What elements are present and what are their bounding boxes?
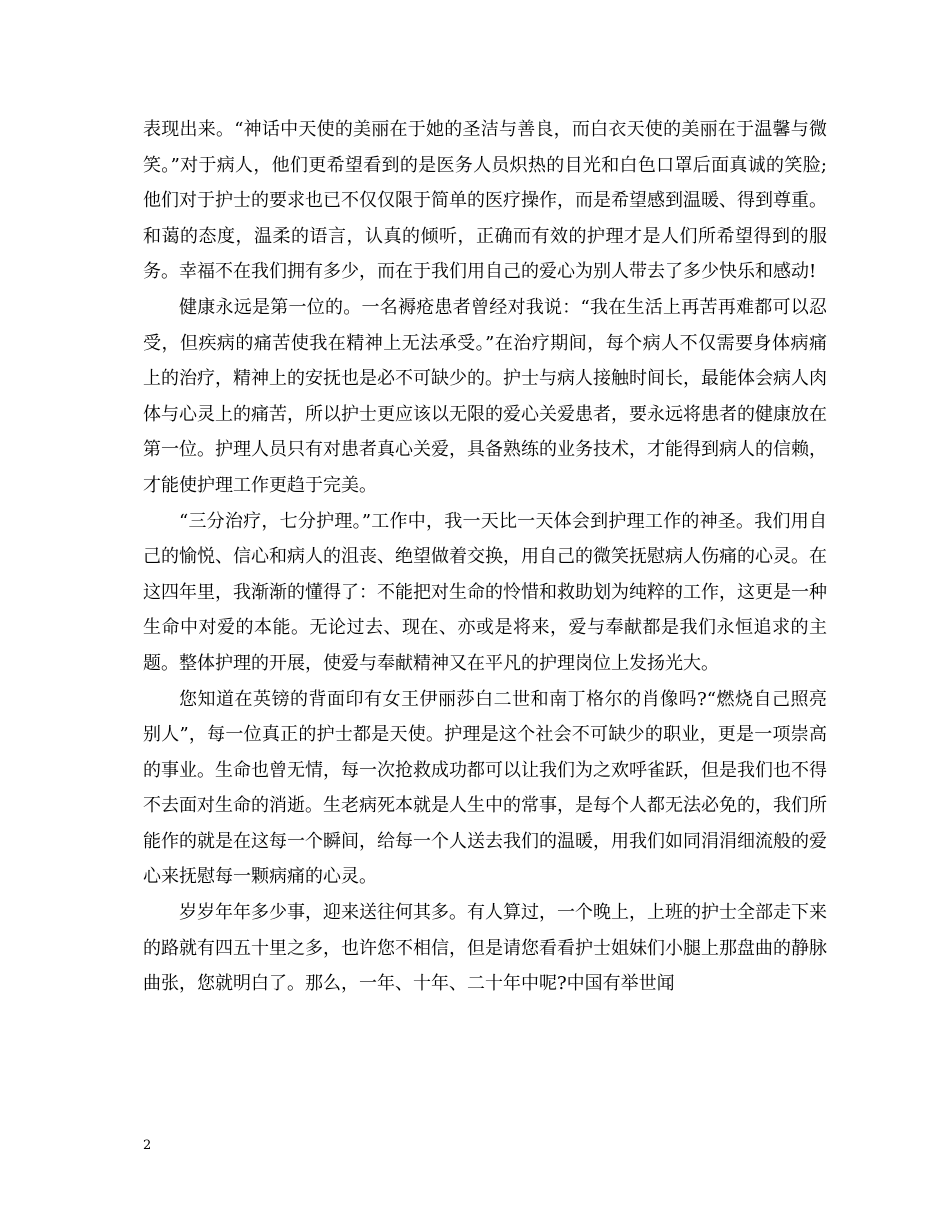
- paragraph-4: 您知道在英镑的背面印有女王伊丽莎白二世和南丁格尔的肖像吗?“燃烧自己照亮别人”，每一位真正的护士都是天使。护理是这个社会不可缺少的职业，更是一项崇高的事业。生命也曾无情，每一次抢救成功都可以让我们为之欢呼雀跃，但是我们也不得不去面对生命的消逝。生老病死本就是人生中的常事，是每个人都无法必免的，我们所能作的就是在这每一个瞬间，给每一个人送去我们的温暖，用我们如同涓涓细流般的爱心来抚慰每一颗病痛的心灵。: [143, 688, 827, 888]
- paragraph-5: 岁岁年年多少事，迎来送往何其多。有人算过，一个晚上，上班的护士全部走下来的路就有四五十里之多，也许您不相信，但是请您看看护士姐妹们小腿上那盘曲的静脉曲张，您就明白了。那么，一年、十年、二十年中呢?中国有举世闻: [143, 902, 827, 995]
- paragraph-1: 表现出来。“神话中天使的美丽在于她的圣洁与善良，而白衣天使的美丽在于温馨与微笑。”对于病人，他们更希望看到的是医务人员炽热的目光和白色口罩后面真诚的笑脸;他们对于护士的要求也已不仅仅限于简单的医疗操作，而是希望感到温暖、得到尊重。和蔼的态度，温柔的语言，认真的倾听，正确而有效的护理才是人们所希望得到的服务。幸福不在我们拥有多少，而在于我们用自己的爱心为别人带去了多少快乐和感动!: [143, 119, 827, 283]
- page-number: 2: [143, 1138, 152, 1153]
- paragraph-2: 健康永远是第一位的。一名褥疮患者曾经对我说：“我在生活上再苦再难都可以忍受，但疾病的痛苦使我在精神上无法承受。”在治疗期间，每个病人不仅需要身体病痛上的治疗，精神上的安抚也是必不可缺少的。护士与病人接触时间长，最能体会病人肉体与心灵上的痛苦，所以护士更应该以无限的爱心关爱患者，要永远将患者的健康放在第一位。护理人员只有对患者真心关爱，具备熟练的业务技术，才能得到病人的信赖，才能使护理工作更趋于完美。: [143, 296, 827, 496]
- body-text: [143, 112, 827, 1002]
- paragraph-3: “三分治疗，七分护理。”工作中，我一天比一天体会到护理工作的神圣。我们用自己的愉悦、信心和病人的沮丧、绝望做着交换，用自己的微笑抚慰病人伤痛的心灵。在这四年里，我渐渐的懂得了：不能把对生命的怜惜和救助划为纯粹的工作，这更是一种生命中对爱的本能。无论过去、现在、亦或是将来，爱与奉献都是我们永恒追求的主题。整体护理的开展，使爱与奉献精神又在平凡的护理岗位上发扬光大。: [143, 510, 827, 674]
